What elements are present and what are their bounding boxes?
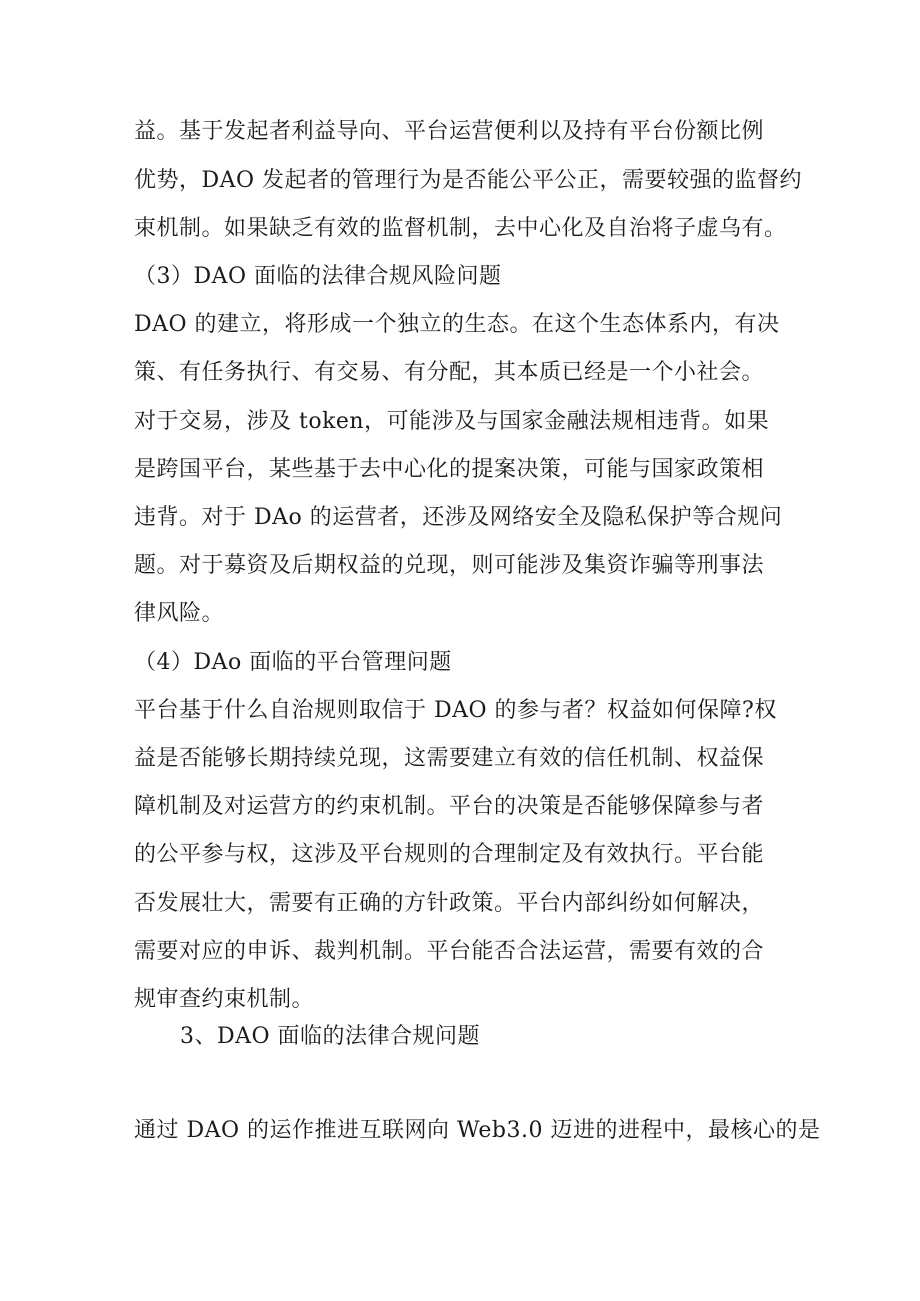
body-text-line: 障机制及对运营方的约束机制。平台的决策是否能够保障参与者 [134,794,765,819]
body-text-line: 是跨国平台，某些基于去中心化的提案决策，可能与国家政策相 [134,457,765,482]
section-heading: （4）DAo 面临的平台管理问题 [134,650,452,675]
body-text-line: 的公平参与权，这涉及平台规则的合理制定及有效执行。平台能 [134,842,765,867]
section-heading: 3、DAO 面临的法律合规问题 [180,1024,481,1049]
body-text-line: 否发展壮大，需要有正确的方针政策。平台内部纠纷如何解决， [134,891,765,916]
body-text-line: 束机制。如果缺乏有效的监督机制，去中心化及自治将子虚乌有。 [134,216,787,241]
body-text-line: 题。对于募资及后期权益的兑现，则可能涉及集资诈骗等刑事法 [134,553,765,578]
body-text-line: 对于交易，涉及 token，可能涉及与国家金融法规相违背。如果 [134,409,770,434]
section-heading: （3）DAO 面临的法律合规风险问题 [134,264,502,289]
body-text-line: 策、有任务执行、有交易、有分配，其本质已经是一个小社会。 [134,360,765,385]
body-text-line: 需要对应的申诉、裁判机制。平台能否合法运营，需要有效的合 [134,939,765,964]
body-text-line: 违背。对于 DAo 的运营者，还涉及网络安全及隐私保护等合规问 [134,505,783,530]
body-text-line: 优势，DAO 发起者的管理行为是否能公平公正，需要较强的监督约 [134,168,803,193]
body-text-line: 通过 DAO 的运作推进互联网向 Web3.0 迈进的进程中，最核心的是 [134,1118,821,1143]
body-text-line: 律风险。 [134,601,225,626]
body-text-line: DAO 的建立，将形成一个独立的生态。在这个生态体系内，有决 [134,312,780,337]
body-text-line: 益。基于发起者利益导向、平台运营便利以及持有平台份额比例 [134,119,765,144]
body-text-line: 规审查约束机制。 [134,987,315,1012]
body-text-line: 平台基于什么自治规则取信于 DAO 的参与者？权益如何保障?权 [134,698,777,723]
body-text-line: 益是否能够长期持续兑现，这需要建立有效的信任机制、权益保 [134,746,765,771]
